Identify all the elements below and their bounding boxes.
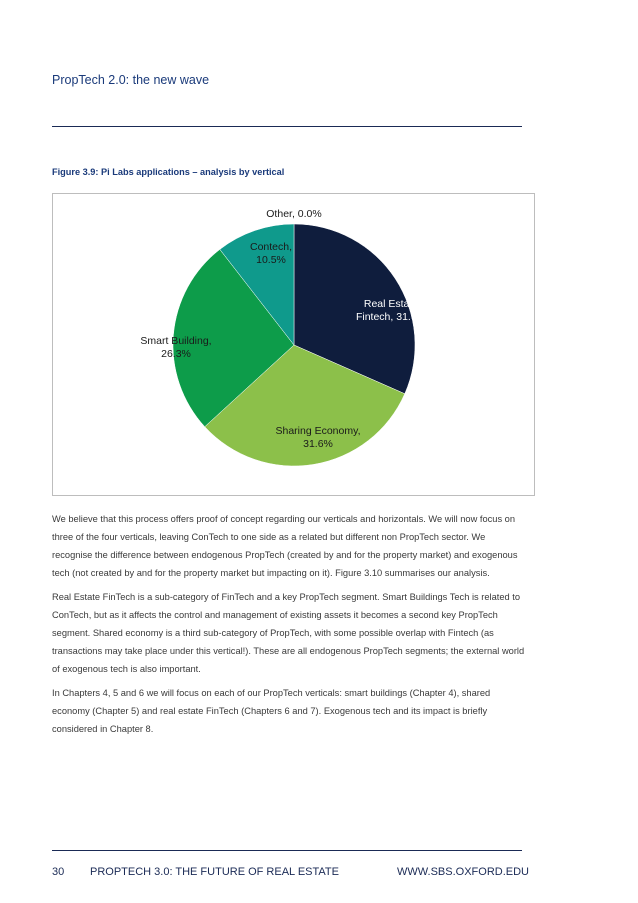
body-paragraph-2: Real Estate FinTech is a sub-category of FinTech and a key PropTech segment. Smart Buildings Tech is related to ConTech, but as it affects the control and management of existing assets it becomes a second key PropTech segment. Shared economy is a third sub-category of PropTech, with some possible overlap with Fintech (as transactions may take place under this vertical!). These are all endogenous PropTech segments; the external world of exogenous tech is also important. — [52, 592, 525, 674]
figure-caption: Figure 3.9: Pi Labs applications – analysis by vertical — [52, 167, 285, 177]
pie-chart — [53, 194, 534, 495]
header-divider — [52, 126, 522, 127]
body-paragraph-1: We believe that this process offers proof of concept regarding our verticals and horizontals. We will now focus on three of the four verticals, leaving ConTech to one side as a related but different non PropTech sector. We recognise the difference between endogenous PropTech (created by and for the property market) and exogenous tech (not created by and for the property market but impacting on it). Figure 3.10 summarises our analysis. — [52, 514, 518, 578]
pie-slice-label-2: Smart Building, 26.3% — [140, 335, 212, 360]
running-title: PropTech 2.0: the new wave — [52, 73, 210, 87]
footer-book-title: PROPTECH 3.0: THE FUTURE OF REAL ESTATE — [90, 866, 339, 878]
page-number: 30 — [52, 866, 65, 878]
pie-chart-frame — [52, 193, 535, 496]
body-paragraph-3: In Chapters 4, 5 and 6 we will focus on each of our PropTech verticals: smart buildings (Chapter 4), shared economy (Chapter 5) and real estate FinTech (Chapters 6 and 7). Exogenous tech and its impact is briefly considered in Chapter 8. — [52, 688, 491, 734]
pie-slice-label-3: Contech, 10.5% — [249, 241, 293, 266]
body-text — [52, 510, 527, 744]
pie-slice-label-4: Other, 0.0% — [266, 208, 322, 220]
footer-url: WWW.SBS.OXFORD.EDU — [397, 866, 529, 878]
pie-slice-label-0: Real Estate Fintech, 31.6% — [355, 298, 427, 323]
pie-slice-label-1: Sharing Economy, 31.6% — [275, 425, 361, 450]
footer-divider — [52, 850, 522, 851]
